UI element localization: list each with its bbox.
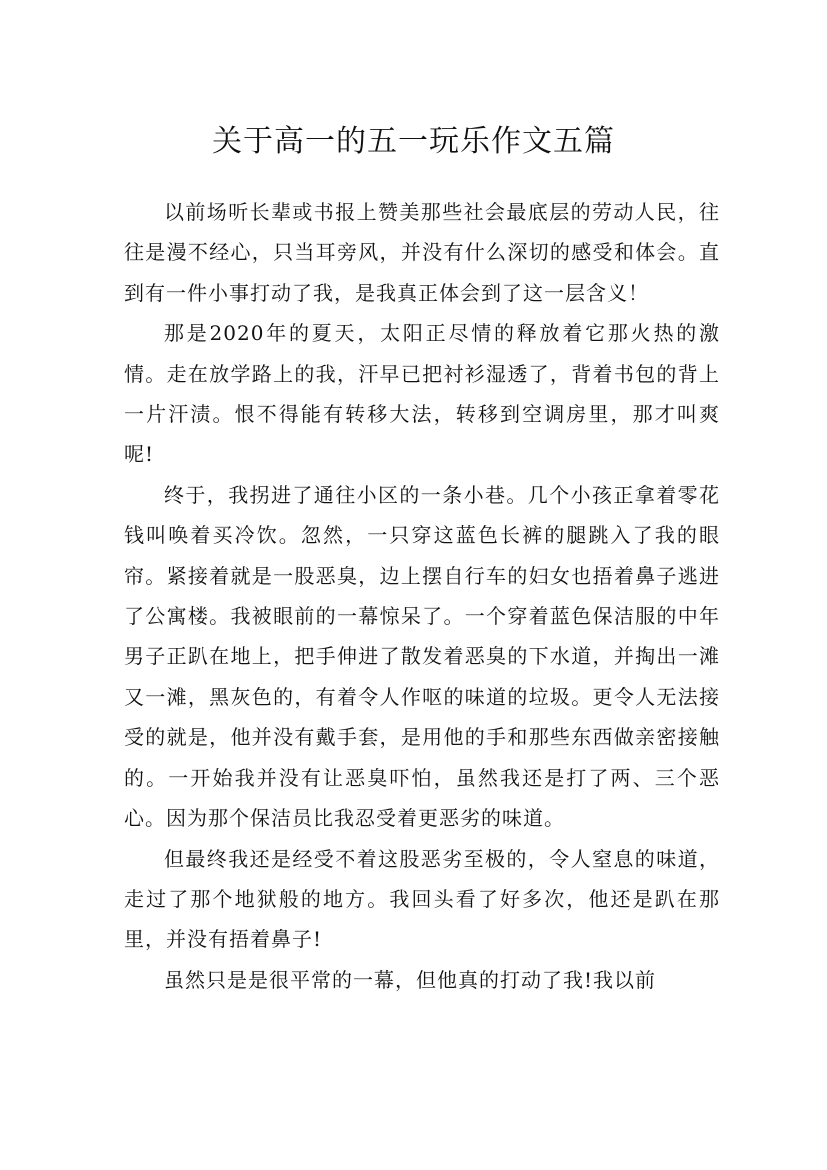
paragraph-5: 虽然只是是很平常的一幕，但他真的打动了我!我以前 xyxy=(164,967,657,992)
paragraph-2: 那是2020年的夏天，太阳正尽情的释放着它那火热的激情。走在放学路上的我，汗早已把衬衫湿透了，背着书包的背上一片汗渍。恨不得能有转移大法，转移到空调房里，那才叫爽呢! xyxy=(124,321,720,467)
paragraph-1: 以前场听长辈或书报上赞美那些社会最底层的劳动人民，往往是漫不经心，只当耳旁风，并没有什么深切的感受和体会。直到有一件小事打动了我，是我真正体会到了这一层含义！ xyxy=(124,200,720,305)
document-body xyxy=(124,192,720,1000)
document-title: 关于高一的五一玩乐作文五篇 xyxy=(212,124,615,160)
paragraph-3: 终于，我拐进了通往小区的一条小巷。几个小孩正拿着零花钱叫唤着买冷饮。忽然，一只穿这蓝色长裤的腿跳入了我的眼帘。紧接着就是一股恶臭，边上摆自行车的妇女也捂着鼻子逃进了公寓楼。我被眼前的一幕惊呆了。一个穿着蓝色保洁服的中年男子正趴在地上，把手伸进了散发着恶臭的下水道，并掏出一滩又一滩，黑灰色的，有着令人作呕的味道的垃圾。更令人无法接受的就是，他并没有戴手套，是用他的手和那些东西做亲密接触的。一开始我并没有让恶臭吓怕，虽然我还是打了两、三个恶心。因为那个保洁员比我忍受着更恶劣的味道。 xyxy=(124,482,720,831)
paragraph-4: 但最终我还是经受不着这股恶劣至极的，令人窒息的味道，走过了那个地狱般的地方。我回头看了好多次，他还是趴在那里，并没有捂着鼻子! xyxy=(124,846,720,952)
